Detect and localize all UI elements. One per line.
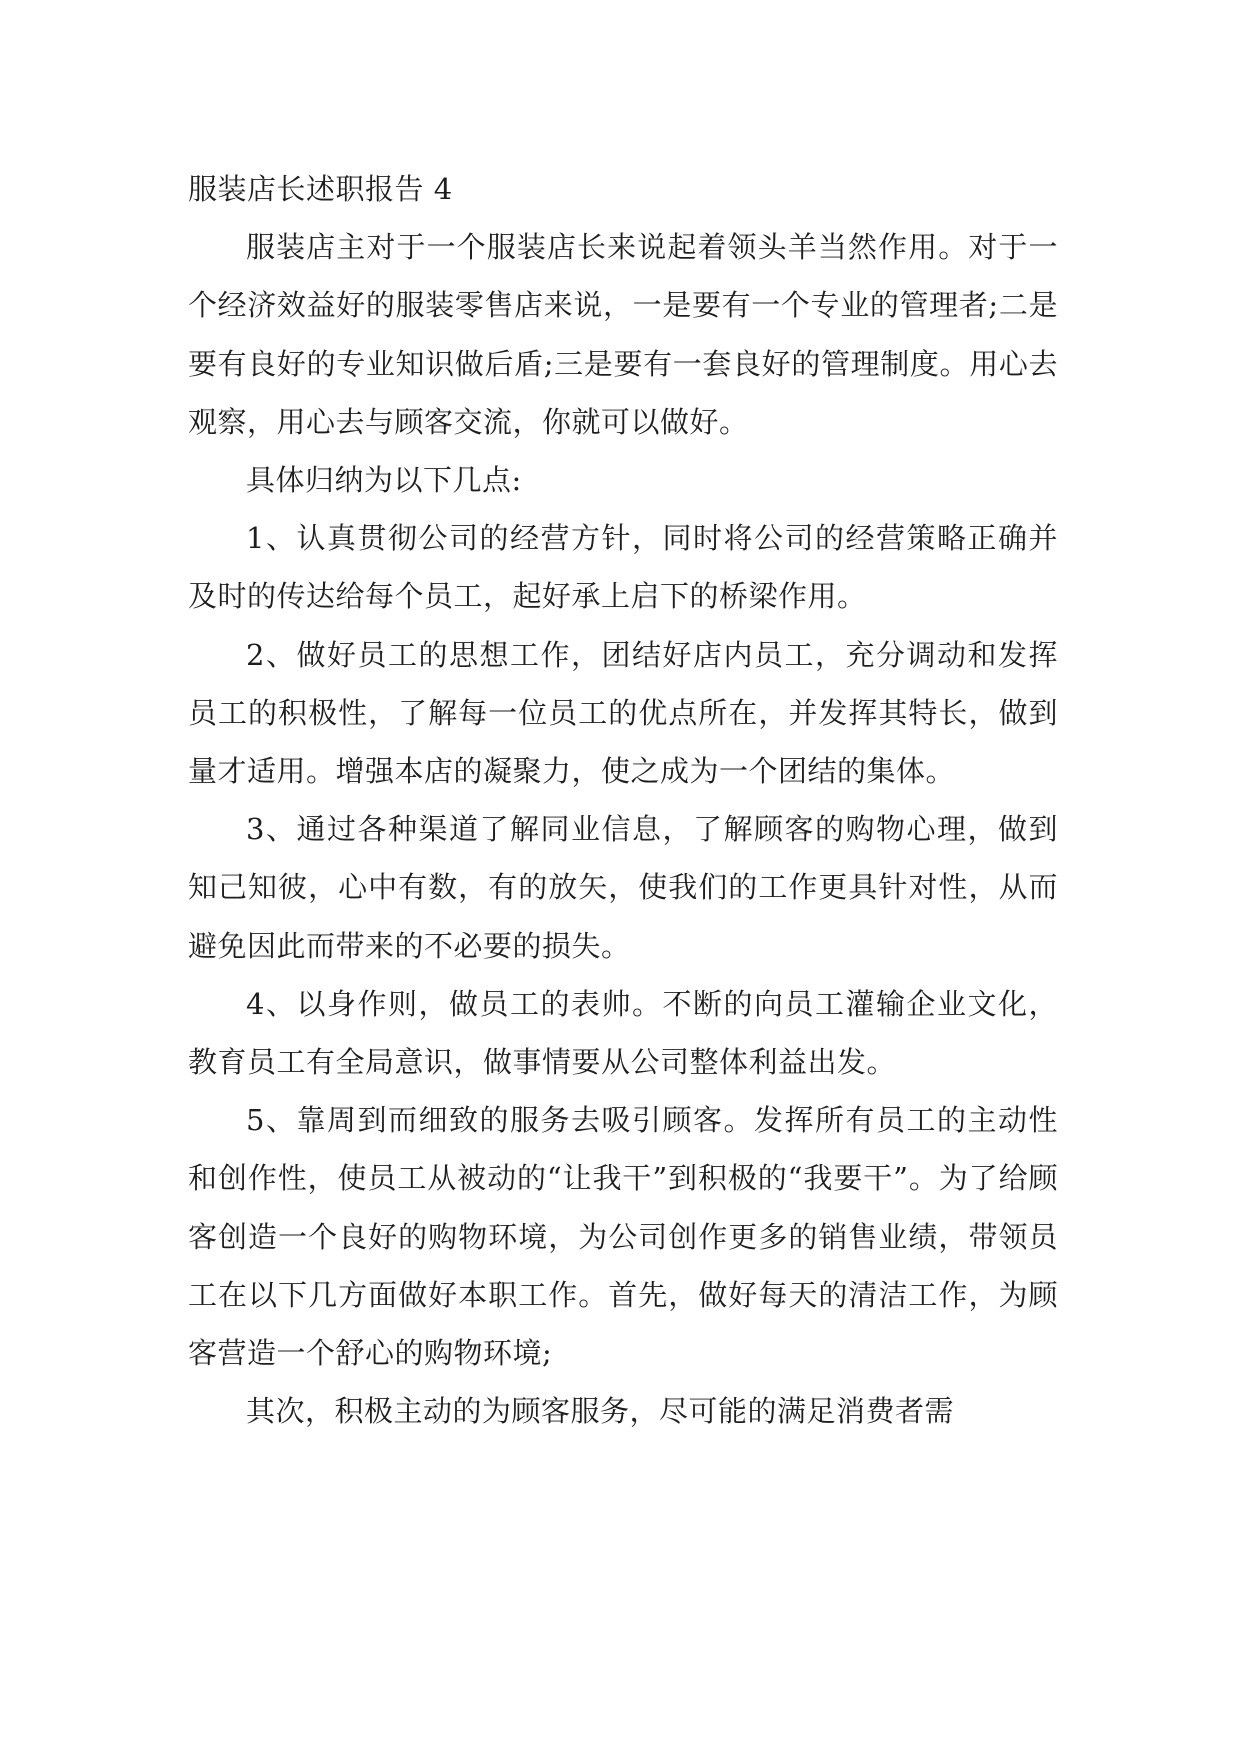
- paragraph-summary-heading: 具体归纳为以下几点:: [246, 463, 522, 498]
- paragraph-point-3: 3、通过各种渠道了解同业信息，了解顾客的购物心理，做到知己知彼，心中有数，有的放矢，使我们的工作更具针对性，从而避免因此而带来的不必要的损失。: [188, 812, 1058, 963]
- document-body: [188, 160, 1058, 1440]
- document-title: 服装店长述职报告 4: [188, 172, 453, 206]
- paragraph-point-1: 1、认真贯彻公司的经营方针，同时将公司的经营策略正确并及时的传达给每个员工，起好承上启下的桥梁作用。: [188, 521, 1058, 614]
- paragraph-point-2: 2、做好员工的思想工作，团结好店内员工，充分调动和发挥员工的积极性，了解每一位员工的优点所在，并发挥其特长，做到量才适用。增强本店的凝聚力，使之成为一个团结的集体。: [188, 637, 1058, 789]
- paragraph-point-5: 5、靠周到而细致的服务去吸引顾客。发挥所有员工的主动性和创作性，使员工从被动的“让我干”到积极的“我要干”。为了给顾客创造一个良好的购物环境，为公司创作更多的销售业绩，带领员工在以下几方面做好本职工作。首先，做好每天的清洁工作，为顾客营造一个舒心的购物环境;: [188, 1103, 1058, 1371]
- paragraph-secondly: 其次，积极主动的为顾客服务，尽可能的满足消费者需: [246, 1394, 955, 1429]
- paragraph-point-4: 4、以身作则，做员工的表帅。不断的向员工灌输企业文化，教育员工有全局意识，做事情要从公司整体利益出发。: [188, 986, 1058, 1080]
- paragraph-intro: 服装店主对于一个服装店长来说起着领头羊当然作用。对于一个经济效益好的服装零售店来说，一是要有一个专业的管理者;二是要有良好的专业知识做后盾;三是要有一套良好的管理制度。用心去观察，用心去与顾客交流，你就可以做好。: [188, 230, 1058, 439]
